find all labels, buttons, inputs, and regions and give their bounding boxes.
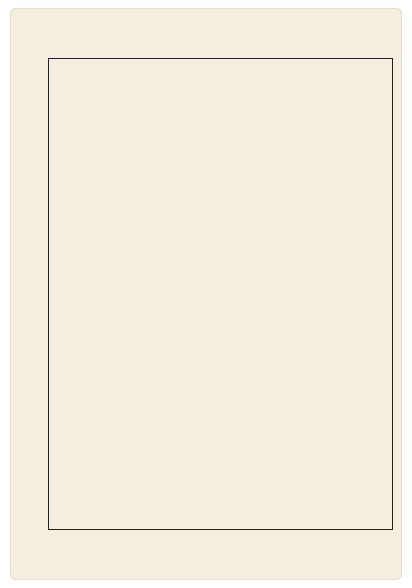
calendar-card <box>10 8 402 580</box>
calendar-grid <box>48 58 393 530</box>
